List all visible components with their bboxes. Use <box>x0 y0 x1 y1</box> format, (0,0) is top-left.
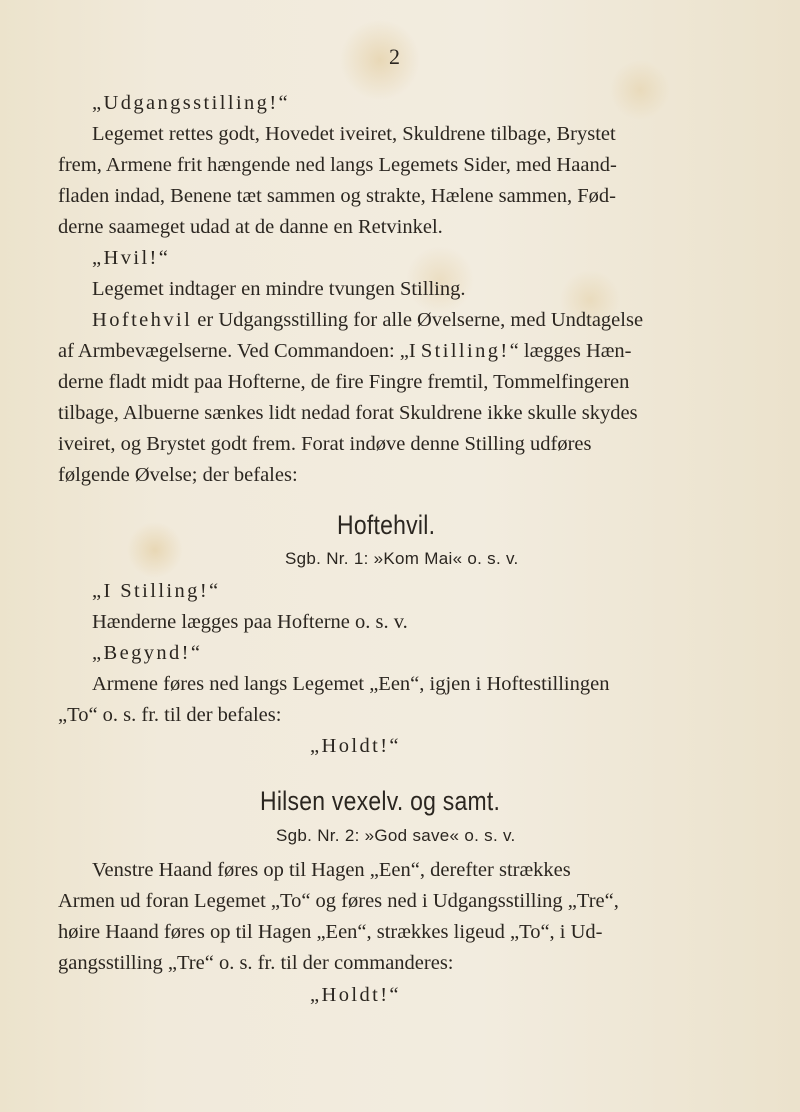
command-begynd: „Begynd!“ <box>92 642 203 664</box>
command-holdt: „Holdt!“ <box>310 984 401 1006</box>
text-line-commandoen <box>58 336 748 367</box>
command-holdt: „Holdt!“ <box>310 735 401 757</box>
heading-hilsen: Hilsen vexelv. og samt. <box>260 786 501 816</box>
command-udgangsstilling: „Udgangsstilling!“ <box>92 92 291 114</box>
text-fragment: “ lægges Hæn- <box>509 340 632 362</box>
text-line: derne saameget udad at de danne en Retvinkel. <box>58 216 443 238</box>
section-hoftehvil-exercise <box>58 576 748 731</box>
section-udgangsstilling <box>58 88 748 491</box>
text-fragment: er Udgangsstilling for alle Øvelserne, med Undtagelse <box>192 309 644 331</box>
term-hoftehvil: Hoftehvil <box>92 309 193 331</box>
text-line: Armene føres ned langs Legemet „Een“, igjen i Hoftestillingen <box>92 673 610 695</box>
command-hvil: „Hvil!“ <box>92 247 171 269</box>
text-line: følgende Øvelse; der befales: <box>58 464 298 486</box>
text-fragment: af Armbevægelserne. Ved Commandoen: „I <box>58 340 421 362</box>
song-reference: Sgb. Nr. 2: »God save« o. s. v. <box>276 826 516 845</box>
text-line: gangsstilling „Tre“ o. s. fr. til der commanderes: <box>58 952 454 974</box>
page-number: 2 <box>389 44 400 69</box>
text-line: Legemet indtager en mindre tvungen Stilling. <box>92 278 466 300</box>
command-stilling: Stilling! <box>420 340 510 362</box>
text-line: fladen indad, Benene tæt sammen og strakte, Hælene sammen, Fød- <box>58 185 616 207</box>
text-line: derne fladt midt paa Hofterne, de fire Fingre fremtil, Tommelfingeren <box>58 371 630 393</box>
heading-hoftehvil: Hoftehvil. <box>337 510 436 540</box>
song-reference: Sgb. Nr. 1: »Kom Mai« o. s. v. <box>285 549 519 568</box>
text-line-hoftehvil <box>58 305 748 336</box>
text-line: „To“ o. s. fr. til der befales: <box>58 704 282 726</box>
text-line: frem, Armene frit hængende ned langs Legemets Sider, med Haand- <box>58 154 617 176</box>
text-line: Venstre Haand føres op til Hagen „Een“, derefter strækkes <box>92 859 571 881</box>
text-line: Legemet rettes godt, Hovedet iveiret, Skuldrene tilbage, Brystet <box>92 123 616 145</box>
text-line: Armen ud foran Legemet „To“ og føres ned i Udgangsstilling „Tre“, <box>58 890 619 912</box>
command-i-stilling: „I Stilling!“ <box>92 580 221 602</box>
text-line: iveiret, og Brystet godt frem. Forat indøve denne Stilling udføres <box>58 433 592 455</box>
text-line: tilbage, Albuerne sænkes lidt nedad forat Skuldrene ikke skulle skydes <box>58 402 638 424</box>
text-line: Hænderne lægges paa Hofterne o. s. v. <box>92 611 408 633</box>
section-hilsen-exercise <box>58 855 748 979</box>
text-line: høire Haand føres op til Hagen „Een“, strækkes ligeud „To“, i Ud- <box>58 921 603 943</box>
